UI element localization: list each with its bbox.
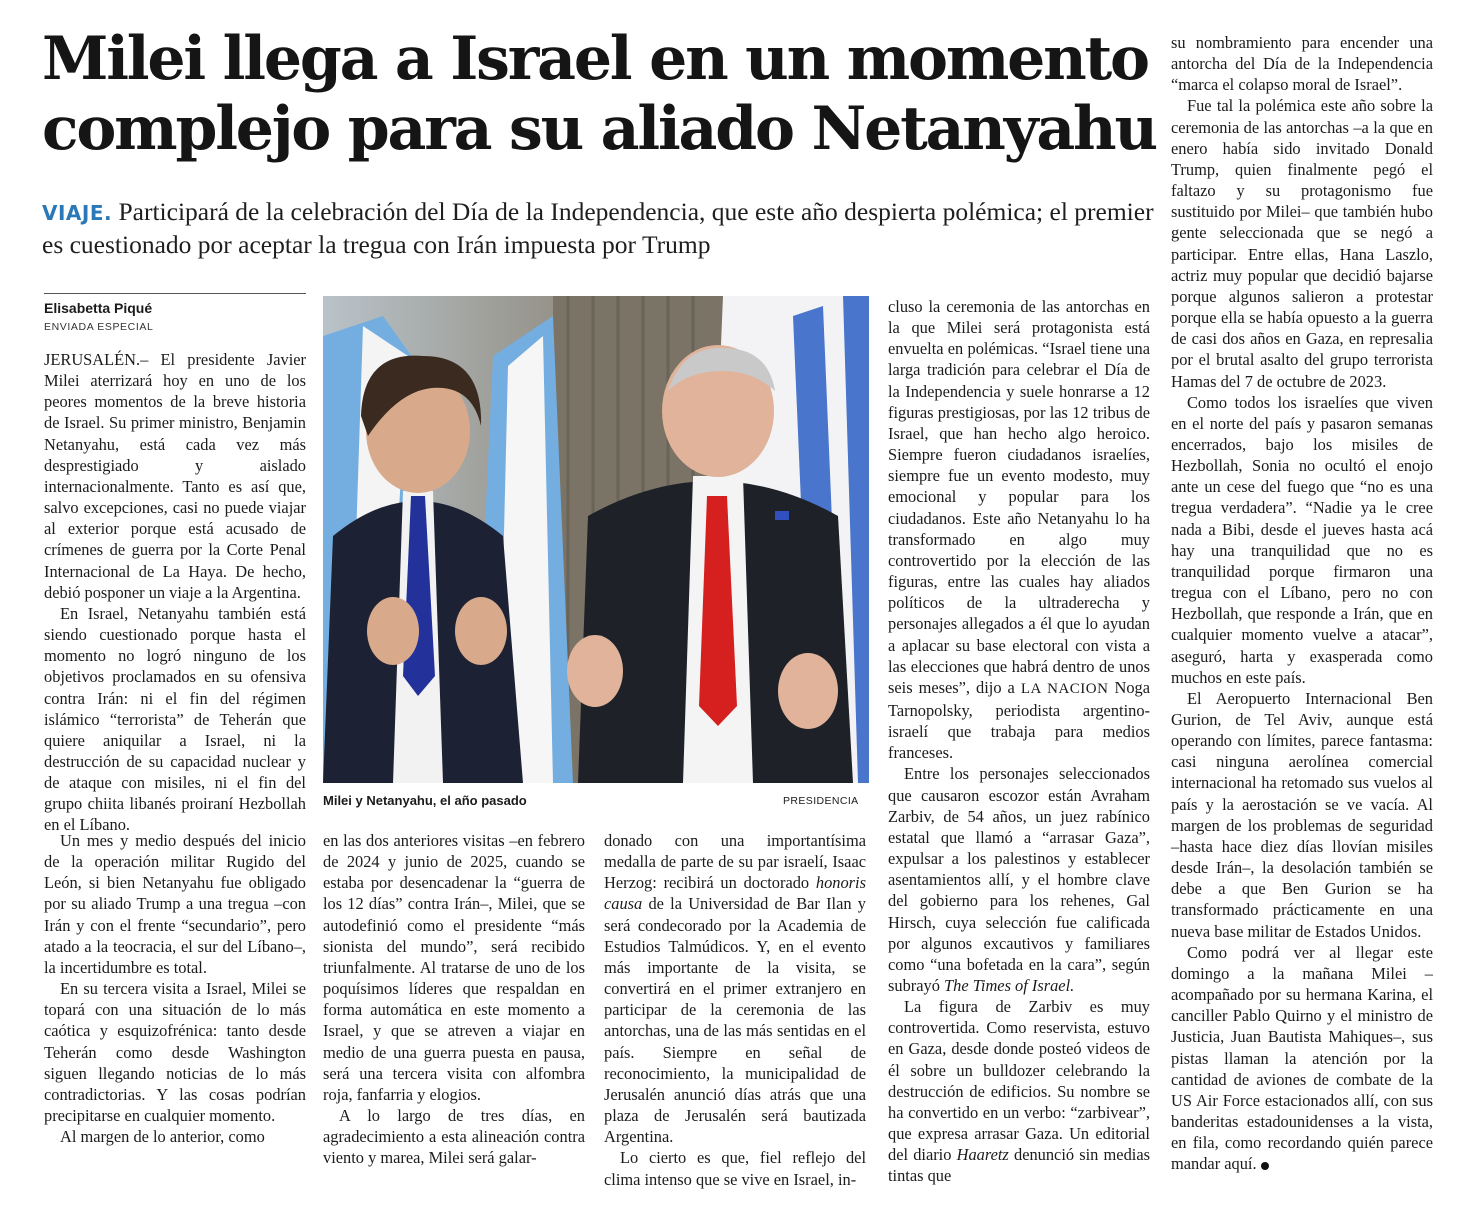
headline <box>42 24 1162 164</box>
byline-divider <box>44 293 306 294</box>
article-column-1-lower <box>44 830 306 1147</box>
headline-line-1: Milei llega a Israel en un momento <box>42 24 1148 94</box>
article-paragraph: Al margen de lo anterior, como <box>60 1127 265 1147</box>
article-paragraph: Un mes y medio después del inicio de la operación militar Rugido del León, si bien Netanyahu fue obligado por su aliado Trump a una tregua –con Irán y con el frente “secundario”, pero atado a la teocracia, el sur del Líbano–, la incertidumbre es total. <box>44 831 306 977</box>
article-paragraph: En Israel, Netanyahu también está siendo cuestionado porque hasta el momento no logró ninguno de los objetivos proclamados en su ofensiva contra Irán: ni el fin del régimen islámico “terrorista” de Teherán que quiere aniquilar a Israel, ni la destrucción de su capacidad nuclear y de ataque con misiles, ni el fin del grupo chiita libanés proiraní Hezbollah en el Líbano. <box>44 603 306 835</box>
article-paragraph: su nombramiento para encender una antorcha del Día de la Independencia “marca el colapso moral de Israel”. <box>1171 33 1433 95</box>
subheadline <box>42 196 1162 260</box>
article-column-3 <box>604 830 866 1190</box>
article-paragraph: donado con una importantísima medalla de parte de su par israelí, Isaac Herzog: recibirá un doctorado honoris causa de la Universidad de Bar Ilan y será condecorado por la Academia de Estudios Talmúdicos. Y, en el evento más importante de la visita, se convertirá en el primer extranjero en participar de la ceremonia de las antorchas, una de las más sentidas en el país. Siempre en señal de reconocimiento, la municipalidad de Jerusalén anunció días atrás que una plaza de Jerusalén será bautizada Argentina. <box>604 831 866 1147</box>
photo-caption: Milei y Netanyahu, el año pasado <box>323 793 527 808</box>
article-paragraph: Fue tal la polémica este año sobre la ceremonia de las antorchas –a la que en enero había sido invitado Donald Trump, quien finalmente pegó el faltazo y su protagonismo fue sustituido por Milei– que también hubo gente seleccionada que se negó a participar. Entre ellas, Hana Laszlo, actriz muy popular que decidió bajarse porque algunos salieron a protestar porque ella se había opuesto a la guerra de casi dos años en Gaza, en represalia por el brutal asalto del grupo terrorista Hamas del 7 de octubre de 2023. <box>1171 96 1433 391</box>
article-paragraph: JERUSALÉN.– El presidente Javier Milei aterrizará hoy en uno de los peores momentos de la breve historia de Israel. Su primer ministro, Benjamin Netanyahu, está cada vez más desprestigiado y aislado internacionalmente. Tanto es así que, salvo excepciones, casi no puede viajar al exterior porque está acusado de crímenes de guerra por la Corte Penal Internacional de La Haya. De hecho, debió posponer un viaje a la Argentina. <box>44 350 306 602</box>
article-column-2 <box>323 830 585 1169</box>
article-paragraph: cluso la ceremonia de las antorchas en la que Milei será protagonista está envuelta en polémicas. “Israel tiene una larga tradición para celebrar el Día de la Independencia y suele honrarse a 12 figuras prestigiosas, por las 12 tribus de Israel, que han hecho algo heroico. Siempre fueron ciudadanos israelíes, siempre fue un evento modesto, muy emocional y popular para los ciudadanos. Este año Netanyahu lo ha transformado en algo muy controvertido por la elección de las figuras, entre las cuales hay aliados políticos de la ultraderecha y personajes allegados a él que lo ayudan a aplacar su base electoral con vista a las elecciones que habrá dentro de unos seis meses”, dijo a LA NACION Noga Tarnopolsky, periodista argentino-israelí que trabaja para medios franceses. <box>888 297 1150 763</box>
article-paragraph: La figura de Zarbiv es muy controvertida. Como reservista, estuvo en Gaza, desde donde posteó videos de él sobre un bulldozer celebrando la destrucción de edificios. Su nombre se ha convertido en un verbo: “zarbivear”, que expresa arrasar Gaza. Un editorial del diario Haaretz denunció sin medias tintas que <box>888 997 1150 1186</box>
section-kicker: VIAJE. <box>42 201 113 225</box>
subheadline-text: Participará de la celebración del Día de la Independencia, que este año despierta polémica; el premier es cuestionado por aceptar la tregua con Irán impuesta por Trump <box>42 197 1154 259</box>
article-paragraph: Lo cierto es que, fiel reflejo del clima intenso que se vive en Israel, in- <box>604 1148 866 1189</box>
article-paragraph: En su tercera visita a Israel, Milei se topará con una situación de lo más caótica y esquizofrénica: tanto desde Teherán como desde Washington siguen llegando noticias de lo más contradictorias. Y las cosas podrían precipitarse en cualquier momento. <box>44 979 306 1126</box>
article-paragraph: Como todos los israelíes que viven en el norte del país y pasaron semanas encerrados, bajo los misiles de Hezbollah, Sonia no ocultó el enojo ante un cese del fuego que “no es una tregua verdadera”. “Nadie ya le cree nada a Bibi, desde el jueves hasta acá hay una tranquilidad que no es tranquilidad porque firmaron una tregua con el Líbano, pero no con Hezbollah, que responde a Irán, que en cualquier momento vuelve a atacar”, aseguró, harta y exasperada como muchos en este país. <box>1171 392 1433 687</box>
article-column-1 <box>44 349 306 836</box>
article-paragraph: en las dos anteriores visitas –en febrero de 2024 y junio de 2025, cuando se estaba por desencadenar la “guerra de los 12 días” contra Irán–, Milei, que se autodefinió como el presidente “más sionista del mundo”, será recibido triunfalmente. Al tratarse de uno de los poquísimos líderes que respaldan en forma automática en este momento a Israel, y que se atreven a viajar en medio de una guerra puesta en pausa, será una tercera visita con alfombra roja, fanfarria y elogios. <box>323 831 585 1104</box>
author-role: ENVIADA ESPECIAL <box>44 321 154 333</box>
article-paragraph: Como podrá ver al llegar este domingo a la mañana Milei –acompañado por su hermana Karina, el canciller Pablo Quirno y el ministro de Justicia, Juan Bautista Mahiques–, sus pistas llaman la atención por la cantidad de aviones de combate de la US Air Force estacionados allí, con sus banderitas estadounidenses a la vista, en fila, como recordando quién parece mandar aquí. <box>1171 942 1433 1174</box>
article-column-4 <box>888 296 1150 1187</box>
photo-credit: PRESIDENCIA <box>783 795 859 807</box>
article-paragraph: El Aeropuerto Internacional Ben Gurion, de Tel Aviv, aunque está operando con límites, parece fantasma: casi ninguna aerolínea comercial internacional ha retomado sus vuelos al país y la aerostación se ve vacía. Al margen de los problemas de seguridad –hasta hace diez días llovían misiles desde Irán–, la desolación también se debe a que Ben Gurion se ha transformado prácticamente en una nueva base militar de Estados Unidos. <box>1171 688 1433 941</box>
end-of-article-icon <box>1261 1162 1269 1170</box>
article-paragraph: A lo largo de tres días, en agradecimiento a esta alineación contra viento y marea, Milei será galar- <box>323 1106 585 1168</box>
newspaper-name: LA NACION <box>1020 680 1109 697</box>
headline-line-2: complejo para su aliado Netanyahu <box>42 94 1156 164</box>
article-column-5 <box>1171 32 1433 1174</box>
article-paragraph: Entre los personajes seleccionados que causaron escozor están Avraham Zarbiv, de 54 años, un juez rabínico estatal que llamó a “arrasar Gaza”, expulsar a los palestinos y establecer asentamientos allí, y el hombre clave del gobierno para los rehenes, Gal Hirsch, cuya selección fue calificada por algunos excautivos y familiares como “una bofetada en la cara”, según subrayó The Times of Israel. <box>888 764 1150 995</box>
photo-milei-netanyahu <box>323 296 869 783</box>
author-name: Elisabetta Piqué <box>44 300 153 316</box>
photo-illustration <box>323 296 869 783</box>
